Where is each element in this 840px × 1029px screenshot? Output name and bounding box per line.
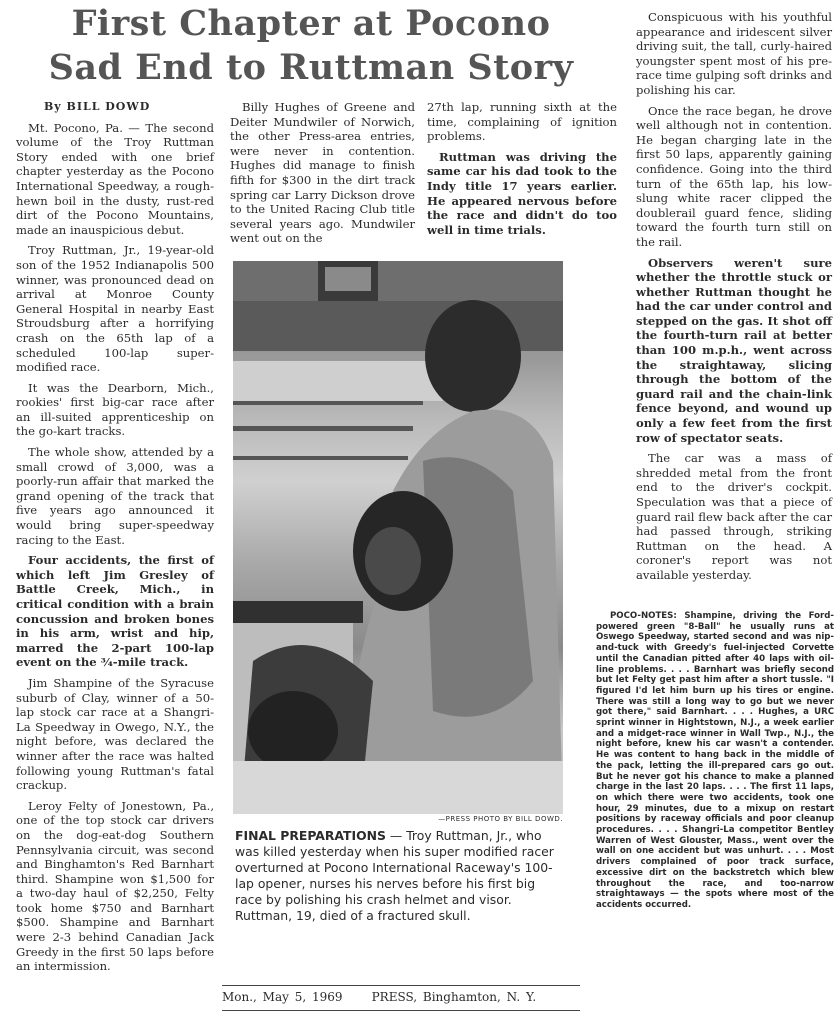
col1-paragraph: Four accidents, the first of which left Jim Gresley of Battle Creek, Mich., in critical condition with a brain concussion and broken bones in his arm, wrist and hip, marred the 2-part 100-lap event on the ¾-mile track.	[16, 553, 214, 670]
headline-line-2: Sad End to Ruttman Story	[48, 47, 574, 88]
article-column-2	[230, 100, 415, 246]
col1-paragraph: It was the Dearborn, Mich., rookies' first big-car race after an ill-suited apprenticeship on the go-kart tracks.	[16, 380, 214, 439]
article-column-4	[636, 10, 832, 583]
headline	[0, 2, 622, 90]
col1-paragraph: Troy Ruttman, Jr., 19-year-old son of the 1952 Indianapolis 500 winner, was pronounced dead on arrival at Monroe County General Hospital in nearby East Stroudsburg after a horrifying crash on the 65th lap of a scheduled 100-lap super-modified race.	[16, 243, 214, 375]
race-photo-image	[233, 261, 563, 814]
col4-paragraph: Conspicuous with his youthful appearance and iridescent silver driving suit, the tall, curly-haired youngster spent most of his pre-race time gulping soft drinks and polishing his car.	[636, 10, 832, 97]
article-column-3	[427, 100, 617, 237]
poco-notes	[596, 611, 834, 911]
col4-paragraph: The car was a mass of shredded metal from the front end to the driver's cockpit. Speculation was that a piece of guard rail flew back after the car had passed through, striking Ruttman on the head. A coroner's report was not available yesterday.	[636, 451, 832, 582]
poco-notes-text: POCO-NOTES: Shampine, driving the Ford-powered green "8-Ball" he usually runs at Oswego Speedway, started second and was nip-and-tuck with Greedy's fuel-injected Corvette until the Canadian pitted after 40 laps with oil-line problems. . . . Barnhart was briefly second but let Felty get past him after a short tussle. "I figured I'd let him burn up his tires or engine. There was still a long way to go but we never got there," said Barnhart. . . . Hughes, a URC sprint winner in Hightstown, N.J., a week earlier and a midget-race winner in Wall Twp., N.J., the night before, knew his car wasn't a contender. He was content to hang back in the middle of the pack, letting the ill-prepared cars go out. But he never got his chance to make a planned charge in the last 20 laps. . . . The first 11 laps, on which there were two accidents, took one hour, 29 minutes, due to a mixup on restart positions by raceway officials and poor cleanup procedures. . . . Shangri-La competitor Bentley Warren of West Glouster, Mass., went over the wall on one accident but was unhurt. . . . Most drivers complained of poor track surface, excessive dirt on the backstretch which blew throughout the race, and too-narrow straightaways — the spots where most of the accidents occurred.	[596, 611, 834, 910]
col2-paragraph: Billy Hughes of Greene and Deiter Mundwiler of Norwich, the other Press-area entries, were never in contention. Hughes did manage to finish fifth for $300 in the dirt track spring car Larry Dickson drove to the United Racing Club title several years ago. Mundwiler went out on the	[230, 100, 415, 246]
col4-bold-paragraph: Observers weren't sure whether the throttle stuck or whether Ruttman thought he had the car under control and stepped on the gas. It shot off the fourth-turn rail at better than 100 m.p.h., went across the straightaway, slicing through the bottom of the guard rail and the chain-link fence beyond, and wound up only a few feet from the first row of spectator seats.	[636, 255, 832, 445]
race-photo	[233, 261, 563, 814]
col3-paragraph: 27th lap, running sixth at the time, complaining of ignition problems.	[427, 100, 617, 144]
caption-text: — Troy Ruttman, Jr., who was killed yesterday when his super modified racer overturned at Pocono International Raceway's 100-lap opener, nurses his nerves before his first big race by polishing his crash helmet and visor. Ruttman, 19, died of a fractured skull.	[235, 828, 554, 923]
col3-bold-paragraph: Ruttman was driving the same car his dad took to the Indy title 17 years earlier. He appeared nervous before the race and didn't do too well in time trials.	[427, 149, 617, 237]
col1-paragraph: The whole show, attended by a small crowd of 3,000, was a poorly-run affair that marked the grand opening of the track that five years ago announced it would bring super-speedway racing to the East.	[16, 445, 214, 547]
article-column-1	[16, 100, 214, 974]
photo-credit: —PRESS PHOTO BY BILL DOWD.	[438, 815, 563, 823]
photo-caption	[235, 828, 563, 924]
col4-paragraph: Once the race began, he drove well although not in contention. He began charging late in the first 50 laps, apparently gaining confidence. Going into the third turn of the 65th lap, his low-slung white racer clipped the doublerail guard fence, sliding toward the fourth turn still on the rail.	[636, 103, 832, 249]
col1-paragraph: Mt. Pocono, Pa. — The second volume of the Troy Ruttman Story ended with one brief chapter yesterday as the Pocono International Speedway, a rough-hewn boil in the dusty, rust-red dirt of the Pocono Mountains, made an inauspicious debut.	[16, 120, 214, 237]
col1-paragraph: Leroy Felty of Jonestown, Pa., one of the top stock car drivers on the dog-eat-dog Southern Pennsylvania circuit, was second and Binghamton's Red Barnhart third. Shampine won $1,500 for a two-day haul of $2,250, Felty took home $750 and Barnhart $500. Shampine and Barnhart were 2-3 behind Canadian Jack Greedy in the first 50 laps before an intermission.	[16, 798, 214, 974]
col1-paragraph: Jim Shampine of the Syracuse suburb of Clay, winner of a 50-lap stock car race at a Shangri-La Speedway in Owego, N.Y., the night before, was declared the winner after the race was halted following young Ruttman's fatal crackup.	[16, 675, 214, 793]
byline: By BILL DOWD	[44, 100, 151, 113]
caption-lead: FINAL PREPARATIONS	[235, 828, 386, 843]
headline-line-1: First Chapter at Pocono	[71, 3, 551, 44]
dateline: Mon., May 5, 1969 PRESS, Binghamton, N. Y.	[222, 985, 580, 1011]
